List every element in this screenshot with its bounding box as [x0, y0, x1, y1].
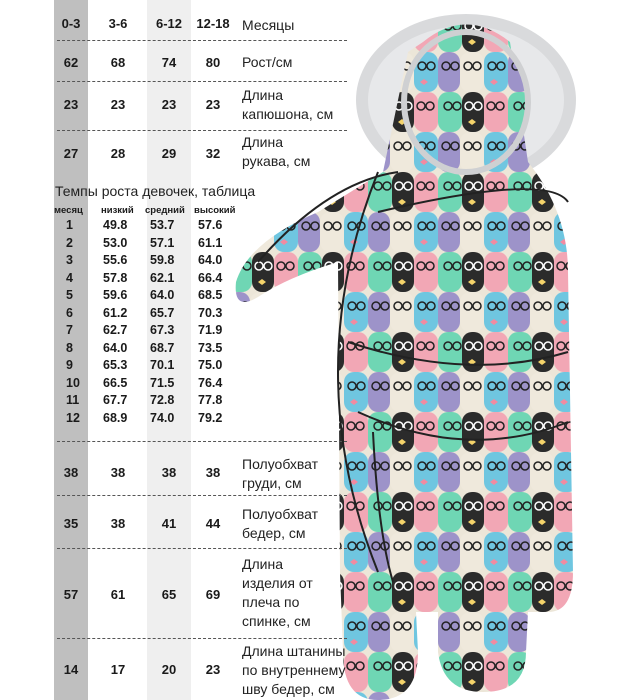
row-length-label: [242, 555, 352, 631]
row-inseam-3-6: 17: [110, 662, 126, 677]
label-line: Полуобхват: [242, 456, 319, 472]
row-sleeve-0-3: 27: [63, 146, 79, 161]
label-line: Длина: [242, 87, 283, 103]
row-sleeve-6-12: 29: [161, 146, 177, 161]
label-line: бедер, см: [242, 525, 306, 541]
growth-col-month: месяц: [54, 205, 83, 216]
growth-cell: 8: [66, 340, 73, 355]
row-inseam-12-18: 23: [205, 662, 221, 677]
growth-cell: 72.8: [150, 393, 175, 407]
label-line: Полуобхват: [242, 506, 319, 522]
row-length-3-6: 61: [110, 587, 126, 602]
label-line: спинке, см: [242, 613, 311, 629]
growth-cell: 65.3: [103, 358, 128, 372]
growth-cell: 57.6: [198, 218, 223, 232]
label-line: капюшона, см: [242, 106, 334, 122]
row-inseam-6-12: 20: [161, 662, 177, 677]
divider: [57, 81, 347, 82]
growth-col-mid: средний: [145, 205, 185, 216]
growth-cell: 75.0: [198, 358, 223, 372]
row-hood-label: [242, 86, 352, 124]
growth-cell: 70.1: [150, 358, 175, 372]
row-hips-12-18: 44: [205, 516, 221, 531]
row-hood-12-18: 23: [205, 97, 221, 112]
growth-cell: 67.3: [150, 323, 175, 337]
growth-cell: 57.8: [103, 270, 128, 285]
row-chest-0-3: 38: [63, 465, 79, 480]
row-length-0-3: 57: [63, 587, 79, 602]
row-chest-3-6: 38: [110, 465, 126, 480]
growth-cell: 61.2: [103, 305, 128, 320]
growth-cell: 62.1: [150, 270, 175, 285]
row-chest-6-12: 38: [161, 465, 177, 480]
size-header-6-12: 6-12: [155, 16, 183, 31]
row-hips-3-6: 38: [110, 516, 126, 531]
growth-cell: 12: [66, 410, 80, 425]
row-sleeve-12-18: 32: [205, 146, 221, 161]
divider: [57, 130, 347, 131]
growth-cell: 74.0: [150, 410, 175, 425]
growth-cell: 64.0: [103, 340, 128, 355]
label-line: плеча по: [242, 594, 300, 610]
growth-col-low: низкий: [101, 205, 134, 216]
growth-cell: 76.4: [198, 375, 223, 390]
label-line: по внутреннему: [242, 662, 346, 678]
growth-cell: 67.7: [103, 393, 128, 407]
growth-cell: 3: [66, 253, 73, 267]
row-hips-6-12: 41: [161, 516, 177, 531]
header-label: Месяцы: [242, 17, 295, 33]
growth-cell: 61.1: [198, 235, 223, 250]
divider: [57, 495, 347, 496]
growth-col-high: высокий: [194, 205, 236, 216]
growth-cell: 64.0: [198, 253, 223, 267]
growth-cell: 68.9: [103, 410, 128, 425]
growth-cell: 68.5: [198, 288, 223, 302]
growth-cell: 68.7: [150, 340, 175, 355]
divider: [57, 40, 347, 41]
row-inseam-label: [242, 642, 352, 699]
growth-cell: 55.6: [103, 253, 128, 267]
growth-cell: 62.7: [103, 323, 128, 337]
row-chest-12-18: 38: [205, 465, 221, 480]
divider: [57, 441, 347, 442]
row-height-label: Рост/см: [242, 54, 293, 70]
row-hips-0-3: 35: [63, 516, 79, 531]
row-hood-0-3: 23: [63, 97, 79, 112]
growth-cell: 66.4: [198, 270, 223, 285]
growth-cell: 6: [66, 305, 73, 320]
growth-cell: 4: [66, 270, 73, 285]
row-sleeve-label: [242, 133, 352, 171]
row-chest-label: [242, 455, 352, 493]
row-hood-3-6: 23: [110, 97, 126, 112]
row-height-12-18: 80: [205, 55, 221, 70]
growth-cell: 57.1: [150, 235, 175, 250]
growth-cell: 9: [66, 358, 73, 372]
row-height-6-12: 74: [161, 55, 177, 70]
divider: [57, 548, 347, 549]
growth-cell: 71.5: [150, 375, 175, 390]
label-line: рукава, см: [242, 153, 311, 169]
row-height-3-6: 68: [110, 55, 126, 70]
divider: [57, 638, 347, 639]
label-line: шву бедер, см: [242, 681, 335, 697]
label-line: Длина: [242, 134, 283, 150]
growth-cell: 66.5: [103, 375, 128, 390]
row-length-6-12: 65: [161, 587, 177, 602]
growth-cell: 79.2: [198, 410, 223, 425]
growth-cell: 10: [66, 375, 80, 390]
growth-cell: 11: [66, 393, 80, 407]
row-height-0-3: 62: [63, 55, 79, 70]
growth-cell: 49.8: [103, 218, 128, 232]
growth-cell: 1: [66, 218, 73, 232]
growth-cell: 64.0: [150, 288, 175, 302]
label-line: изделия от: [242, 575, 313, 591]
growth-cell: 59.8: [150, 253, 175, 267]
label-line: Длина: [242, 556, 283, 572]
growth-cell: 71.9: [198, 323, 223, 337]
label-line: Длина штанины: [242, 643, 346, 659]
row-sleeve-3-6: 28: [110, 146, 126, 161]
growth-cell: 53.0: [103, 235, 128, 250]
growth-cell: 77.8: [198, 393, 223, 407]
size-header-3-6: 3-6: [108, 16, 128, 31]
growth-cell: 5: [66, 288, 73, 302]
size-header-0-3: 0-3: [61, 16, 81, 31]
size-header-12-18: 12-18: [196, 16, 230, 31]
row-hips-label: [242, 505, 352, 543]
row-inseam-0-3: 14: [63, 662, 79, 677]
growth-cell: 2: [66, 235, 73, 250]
growth-cell: 59.6: [103, 288, 128, 302]
growth-cell: 53.7: [150, 218, 175, 232]
row-hood-6-12: 23: [161, 97, 177, 112]
label-line: груди, см: [242, 475, 302, 491]
growth-cell: 65.7: [150, 305, 175, 320]
growth-table-title: Темпы роста девочек, таблица: [55, 183, 256, 199]
growth-cell: 73.5: [198, 340, 223, 355]
growth-cell: 7: [66, 323, 73, 337]
growth-cell: 70.3: [198, 305, 223, 320]
row-length-12-18: 69: [205, 587, 221, 602]
